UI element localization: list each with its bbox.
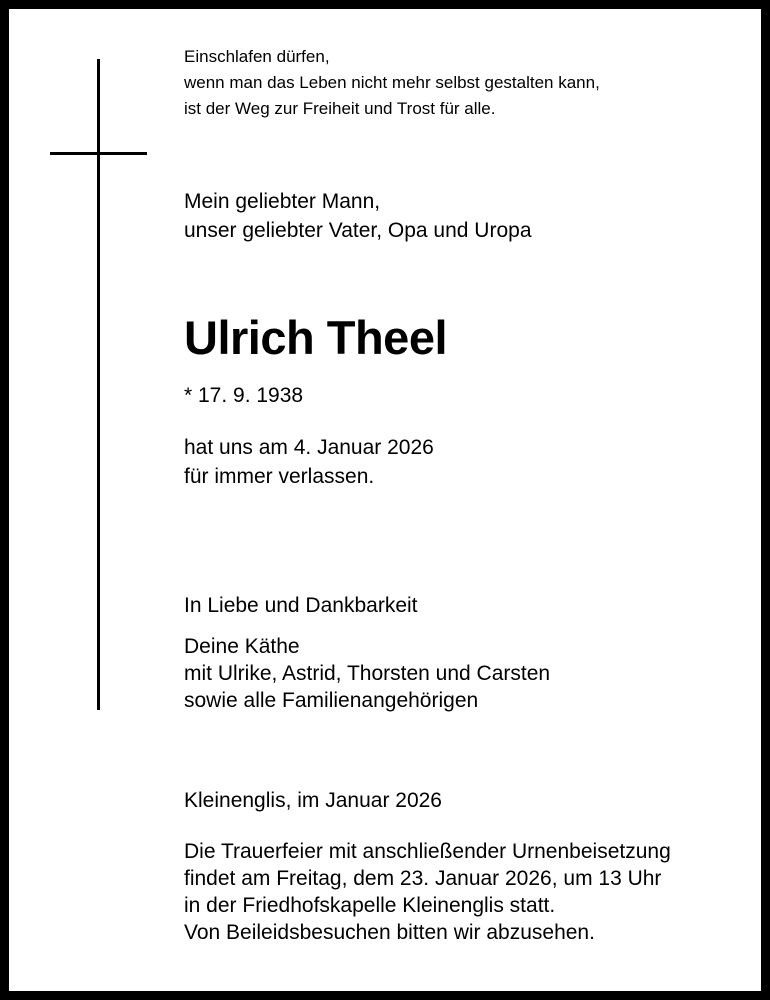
gratitude-line: In Liebe und Dankbarkeit	[184, 594, 418, 617]
birth-date: * 17. 9. 1938	[184, 384, 304, 407]
deceased-name: Ulrich Theel	[184, 311, 448, 364]
death-line: für immer verlassen.	[184, 465, 375, 488]
intro-line: unser geliebter Vater, Opa und Uropa	[184, 219, 532, 242]
motto-line: wenn man das Leben nicht mehr selbst gestalten kann,	[184, 73, 600, 92]
death-line: hat uns am 4. Januar 2026	[184, 436, 434, 459]
motto-verse	[184, 44, 600, 122]
death-statement	[184, 433, 434, 491]
intro-line: Mein geliebter Mann,	[184, 190, 381, 213]
ceremony-line: Die Trauerfeier mit anschließender Urnenbeisetzung	[184, 840, 671, 863]
motto-line: Einschlafen dürfen,	[184, 47, 330, 66]
ceremony-line: Von Beileidsbesuchen bitten wir abzusehen.	[184, 921, 595, 944]
ceremony-info	[184, 838, 671, 946]
cross-vertical-bar	[97, 59, 100, 710]
motto-line: ist der Weg zur Freiheit und Trost für alle.	[184, 99, 496, 118]
mourner-line: Deine Käthe	[184, 635, 300, 658]
intro-text	[184, 187, 532, 245]
mourner-line: sowie alle Familienangehörigen	[184, 689, 479, 712]
ceremony-line: in der Friedhofskapelle Kleinenglis statt.	[184, 894, 556, 917]
ceremony-line: findet am Freitag, dem 23. Januar 2026, um 13 Uhr	[184, 867, 662, 890]
mourner-line: mit Ulrike, Astrid, Thorsten und Carsten	[184, 662, 551, 685]
mourners-list	[184, 633, 550, 714]
cross-horizontal-bar	[50, 152, 147, 155]
place-and-date: Kleinenglis, im Januar 2026	[184, 789, 442, 812]
